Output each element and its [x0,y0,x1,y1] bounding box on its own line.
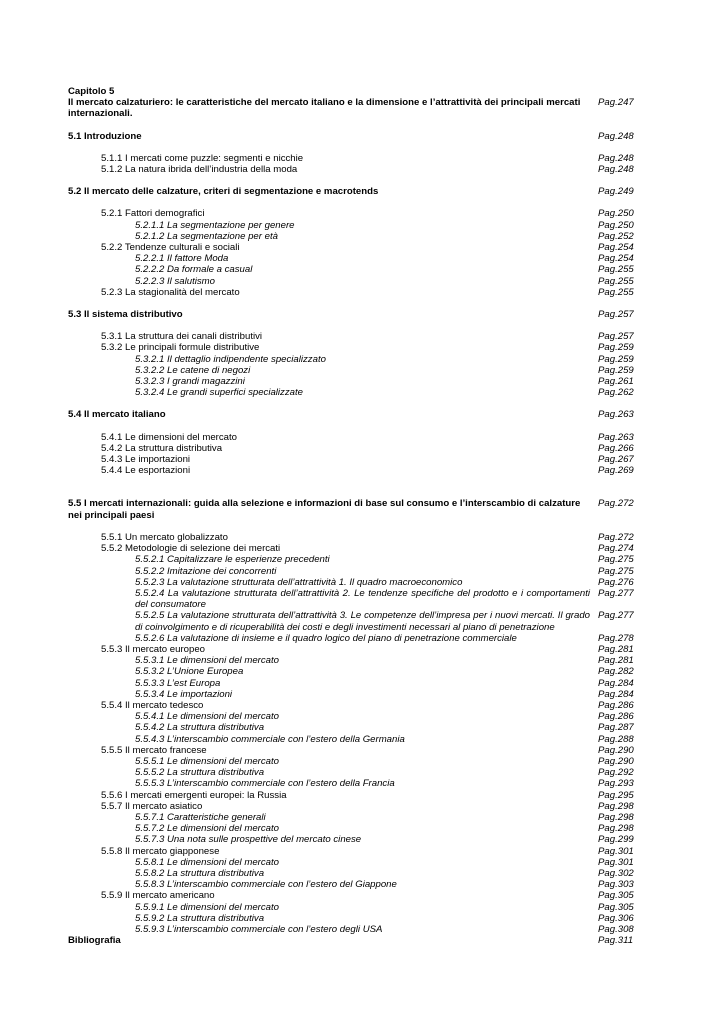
toc-entry-title: 5.5.3.1 Le dimensioni del mercato [135,655,279,667]
toc-entry-title: 5.2.2 Tendenze culturali e sociali [101,242,240,254]
toc-entry-page: Pag.287 [598,722,634,734]
toc-entry-page: Pag.257 [598,309,634,321]
toc-subsubsection [68,220,638,231]
toc-entry-page: Pag.306 [598,912,634,924]
toc-entry-title: 5.5.8.2 La struttura distributiva [135,867,265,879]
toc-entry-page: Pag.274 [598,543,634,555]
toc-entry-title: 5.5.7 Il mercato asiatico [101,800,203,812]
toc-entry-title: 5.5.9.3 L’interscambio commerciale con l’estero degli USA [135,924,383,935]
toc-subsection [68,465,638,476]
toc-entry-page: Pag.259 [598,364,634,376]
toc-entry-page: Pag.259 [598,342,634,354]
toc-subsubsection [68,879,638,890]
toc-entry-title: 5.2.3 La stagionalità del mercato [101,286,240,298]
toc-entry-page: Pag.281 [598,643,634,655]
toc-subsubsection [68,387,638,398]
toc-subsubsection [68,365,638,376]
toc-subsubsection [68,868,638,879]
toc-entry-page: Pag.305 [598,901,634,913]
toc-entry-title: 5.5.9 Il mercato americano [101,890,215,902]
toc-subsubsection [68,834,638,845]
toc-entry-page: Pag.308 [598,924,634,935]
toc-entry-page: Pag.248 [598,152,634,164]
toc-entry-page: Pag.257 [598,331,634,343]
toc-entry-title: 5.2.1.1 La segmentazione per genere [135,219,295,231]
toc-entry-title: 5.2.1.2 La segmentazione per età [135,230,278,242]
toc-entry-title: 5.4.3 Le importazioni [101,454,191,466]
toc-subsubsection [68,354,638,365]
toc-entry-title: 5.5.2.4 La valutazione strutturata dell’attrattività 2. Le tendenze specifiche del prodotto e i comportamenti del consumatore [135,587,590,611]
toc-subsubsection [68,767,638,778]
toc-entry-title: 5.5 I mercati internazionali: guida alla selezione e informazioni di base sul consumo e l’interscambio di calzature nei principali paesi [68,498,581,521]
table-of-contents [68,86,638,946]
toc-entry-page: Pag.252 [598,230,634,242]
toc-subsubsection [68,253,638,264]
toc-entry-title: 5.5.7.1 Caratteristiche generali [135,811,266,823]
toc-subsection [68,532,638,543]
toc-entry-title: 5.1 Introduzione [68,130,142,142]
toc-entry-page: Pag.281 [598,655,634,667]
toc-entry-page: Pag.295 [598,789,634,801]
toc-entry-title: Bibliografia [68,935,121,947]
toc-entry-page: Pag.263 [598,409,634,421]
toc-entry-title: 5.5.2.6 La valutazione di insieme e il quadro logico del piano di penetrazione commerciale [135,632,517,644]
toc-subsubsection [68,264,638,275]
toc-entry-page: Pag.286 [598,699,634,711]
toc-entry-page: Pag.254 [598,242,634,254]
toc-subsection [68,208,638,219]
toc-subsection [68,700,638,711]
toc-entry-page: Pag.263 [598,431,634,443]
toc-entry-page: Pag.248 [598,130,634,142]
toc-subsection [68,432,638,443]
toc-entry-title: 5.4.2 La struttura distributiva [101,442,223,454]
toc-entry-page: Pag.288 [598,733,634,745]
toc-entry-page: Pag.277 [598,610,634,622]
toc-entry-page: Pag.282 [598,666,634,678]
toc-subsubsection [68,924,638,935]
toc-entry-page: Pag.250 [598,208,634,220]
toc-entry-title: 5.5.4.1 Le dimensioni del mercato [135,711,279,723]
toc-entry-page: Pag.272 [598,498,634,510]
toc-subsection [68,153,638,164]
toc-subsubsection [68,778,638,789]
toc-subsubsection [68,678,638,689]
toc-entry-title: 5.5.4.2 La struttura distributiva [135,722,265,734]
toc-subsubsection [68,756,638,767]
toc-subsection [68,790,638,801]
toc-entry-page: Pag.272 [598,531,634,543]
toc-entry-page: Pag.299 [598,834,634,846]
toc-entry-title: 5.5.3.3 L’est Europa [135,677,221,689]
toc-entry-title: 5.5.7.3 Una nota sulle prospettive del mercato cinese [135,834,362,846]
toc-section [68,131,638,142]
toc-entry-title: 5.3.2.3 I grandi magazzini [135,376,245,388]
toc-entry-page: Pag.290 [598,755,634,767]
toc-subsection [68,890,638,901]
toc-entry-page: Pag.298 [598,811,634,823]
toc-entry-page: Pag.276 [598,576,634,588]
toc-entry-title: 5.3.2.4 Le grandi superfici specializzate [135,387,303,399]
toc-entry-title: 5.1.2 La natura ibrida dell’industria della moda [101,164,298,176]
toc-subsubsection [68,577,638,588]
toc-entry-title: 5.5.7.2 Le dimensioni del mercato [135,823,279,835]
toc-entry-title: 5.5.3 Il mercato europeo [101,643,205,655]
toc-entry-title: 5.3.2.2 Le catene di negozi [135,364,251,376]
toc-subsection [68,745,638,756]
toc-section [68,935,638,946]
toc-entry-title: 5.5.2.5 La valutazione strutturata dell’attrattività 3. Le competenze dell’impresa per i nuovi mercati. Il grado di coinvolgimento e di ricuperabilità dei costi e degli investimenti necessari al piano di penetrazione [135,610,590,633]
toc-entry-page: Pag.278 [598,632,634,644]
toc-entry-title: 5.1.1 I mercati come puzzle: segmenti e nicchie [101,152,304,164]
toc-entry-page: Pag.284 [598,688,634,700]
toc-subsubsection [68,554,638,565]
toc-entry-title: 5.2 Il mercato delle calzature, criteri di segmentazione e macrotends [68,186,379,198]
toc-entry-title: 5.2.2.1 Il fattore Moda [135,253,229,265]
toc-entry-page: Pag.266 [598,442,634,454]
toc-entries [68,97,638,946]
toc-entry-page: Pag.249 [598,186,634,198]
toc-subsubsection [68,857,638,868]
toc-subsection [68,644,638,655]
toc-subsection [68,801,638,812]
toc-entry-title: 5.3.2 Le principali formule distributive [101,342,260,354]
toc-subsubsection [68,734,638,745]
chapter-label: Capitolo 5 [68,86,115,97]
toc-entry-title: 5.5.3.4 Le importazioni [135,688,233,700]
toc-subsubsection [68,666,638,677]
toc-entry-title: 5.2.2.2 Da formale a casual [135,264,253,276]
toc-entry-page: Pag.248 [598,164,634,176]
toc-entry-page: Pag.254 [598,253,634,265]
toc-entry-page: Pag.275 [598,554,634,566]
toc-entry-page: Pag.298 [598,823,634,835]
toc-subsection [68,543,638,554]
toc-section [68,409,638,420]
toc-subsubsection [68,812,638,823]
toc-subsubsection [68,689,638,700]
toc-entry-title: 5.2.2.3 Il salutismo [135,275,215,287]
toc-entry-page: Pag.259 [598,353,634,365]
toc-subsubsection [68,722,638,733]
toc-entry-page: Pag.301 [598,856,634,868]
toc-entry-page: Pag.292 [598,767,634,779]
toc-entry-page: Pag.255 [598,286,634,298]
toc-subsection [68,443,638,454]
toc-subsection [68,331,638,342]
toc-entry-page: Pag.255 [598,275,634,287]
toc-entry-page: Pag.301 [598,845,634,857]
toc-entry-title: 5.5.3.2 L’Unione Europea [135,666,244,678]
toc-entry-page: Pag.302 [598,867,634,879]
toc-entry-page: Pag.298 [598,800,634,812]
toc-entry-title: 5.5.2.3 La valutazione strutturata dell’attrattività 1. Il quadro macroeconomico [135,576,463,588]
toc-entry-page: Pag.303 [598,879,634,891]
toc-subsection [68,846,638,857]
toc-subsubsection [68,913,638,924]
toc-section [68,186,638,197]
toc-entry-page: Pag.247 [598,97,634,109]
toc-entry-title: 5.2.1 Fattori demografici [101,208,205,220]
toc-entry-page: Pag.269 [598,465,634,477]
toc-subsection [68,287,638,298]
toc-entry-title: 5.5.5.1 Le dimensioni del mercato [135,755,279,767]
toc-entry-title: 5.5.2 Metodologie di selezione dei mercati [101,543,281,555]
toc-entry-title: 5.3.1 La struttura dei canali distributivi [101,331,263,343]
toc-entry-title: 5.5.8.3 L’interscambio commerciale con l’estero del Giappone [135,879,397,891]
toc-subsubsection [68,610,638,632]
toc-entry-title: 5.5.9.2 La struttura distributiva [135,912,265,924]
toc-subsubsection [68,655,638,666]
toc-subsection [68,454,638,465]
toc-entry-page: Pag.284 [598,677,634,689]
toc-entry-title: 5.3.2.1 Il dettaglio indipendente specializzato [135,353,326,365]
toc-entry-title: 5.5.6 I mercati emergenti europei: la Russia [101,789,287,801]
toc-entry-title: 5.5.5.2 La struttura distributiva [135,767,265,779]
toc-entry-page: Pag.305 [598,890,634,902]
toc-entry-page: Pag.277 [598,587,634,599]
toc-entry-page: Pag.293 [598,778,634,790]
toc-entry-title: 5.5.8.1 Le dimensioni del mercato [135,856,279,868]
toc-entry-page: Pag.290 [598,744,634,756]
toc-entry-page: Pag.262 [598,387,634,399]
toc-subsubsection [68,566,638,577]
toc-subsubsection [68,276,638,287]
toc-entry-page: Pag.275 [598,565,634,577]
toc-entry-title: 5.5.9.1 Le dimensioni del mercato [135,901,279,913]
toc-subsubsection [68,902,638,913]
toc-entry-title: 5.5.4.3 L’interscambio commerciale con l’estero della Germania [135,733,405,745]
toc-entry-title: 5.5.1 Un mercato globalizzato [101,531,228,543]
toc-subsubsection [68,588,638,610]
toc-subsubsection [68,823,638,834]
toc-entry-page: Pag.311 [598,935,634,947]
toc-entry-title: 5.5.5 Il mercato francese [101,744,207,756]
toc-subsubsection [68,376,638,387]
toc-subsubsection [68,711,638,722]
toc-entry-title: 5.4.4 Le esportazioni [101,465,191,477]
toc-entry-title: 5.5.2.2 Imitazione dei concorrenti [135,565,277,577]
toc-entry-title: 5.4 Il mercato italiano [68,409,166,421]
toc-section [68,97,638,119]
toc-entry-page: Pag.261 [598,376,634,388]
toc-subsubsection [68,231,638,242]
toc-entry-title: 5.3 Il sistema distributivo [68,309,183,321]
toc-entry-title: 5.5.4 Il mercato tedesco [101,699,204,711]
toc-subsubsection [68,633,638,644]
toc-section [68,309,638,320]
toc-entry-page: Pag.250 [598,219,634,231]
toc-subsection [68,164,638,175]
toc-entry-title: 5.4.1 Le dimensioni del mercato [101,431,237,443]
toc-entry-page: Pag.286 [598,711,634,723]
toc-entry-title: 5.5.5.3 L’interscambio commerciale con l’estero della Francia [135,778,395,790]
toc-subsection [68,342,638,353]
toc-entry-page: Pag.267 [598,454,634,466]
toc-subsection [68,242,638,253]
toc-entry-title: 5.5.2.1 Capitalizzare le esperienze precedenti [135,554,330,566]
toc-entry-title: Il mercato calzaturiero: le caratteristiche del mercato italiano e la dimensione e l’attrattività dei principali mercati internazionali. [68,97,581,120]
toc-entry-title: 5.5.8 Il mercato giapponese [101,845,220,857]
toc-entry-page: Pag.255 [598,264,634,276]
toc-section [68,498,638,520]
